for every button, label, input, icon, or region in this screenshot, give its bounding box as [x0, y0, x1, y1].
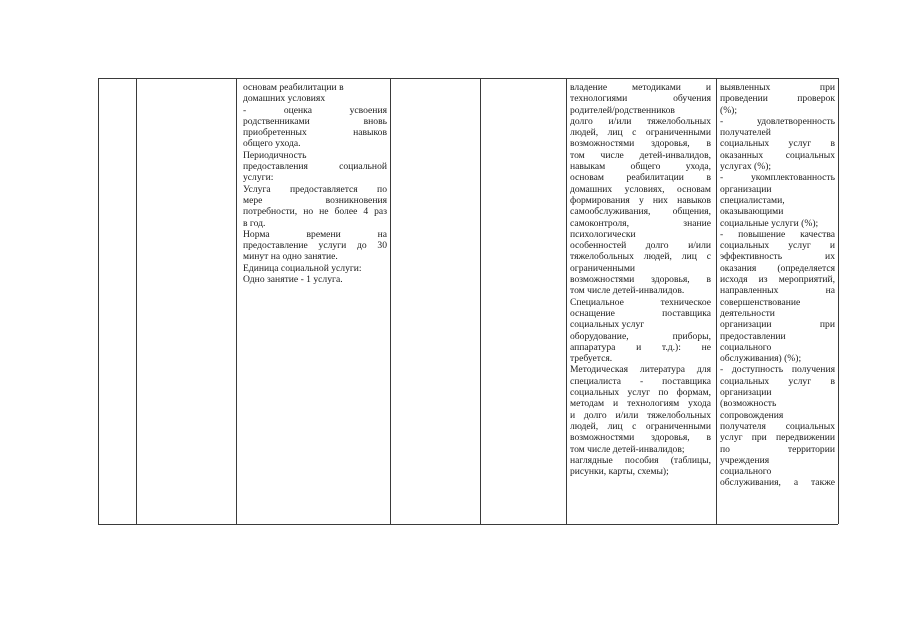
text-line: оборудование, приборы,	[570, 330, 711, 342]
text-line: потребности, но не более 4 раз	[243, 206, 387, 218]
text-line: организации при	[720, 319, 835, 331]
text-line: социальных услуг в	[720, 375, 835, 387]
text-line: Услуга предоставляется по	[243, 183, 387, 195]
text-line: организации	[720, 183, 772, 195]
text-line: в год.	[243, 217, 266, 229]
text-line: основам реабилитации в	[570, 172, 711, 184]
text-line: по территории	[720, 443, 835, 455]
text-line: Периодичность	[243, 149, 307, 161]
text-line: наглядные пособия (таблицы,	[570, 454, 711, 466]
text-line: формирования у них навыков	[570, 194, 711, 206]
text-line: оказывающими	[720, 206, 784, 218]
column-divider	[566, 78, 567, 524]
text-line: владение методиками и	[570, 82, 711, 93]
text-line: возможностями здоровья, в	[570, 432, 711, 444]
text-line: оснащение поставщика	[570, 307, 711, 319]
text-line: направленных на	[720, 285, 835, 297]
text-line: - укомплектованность	[720, 172, 835, 184]
column-divider	[236, 78, 237, 524]
text-line: Одно занятие - 1 услуга.	[243, 274, 343, 286]
text-line: оказанных социальных	[720, 149, 835, 161]
text-line: социального	[720, 466, 772, 478]
text-line: проведении проверок	[720, 93, 835, 105]
text-line: возможностями здоровья, в	[570, 138, 711, 150]
text-line: мере возникновения	[243, 194, 387, 206]
table-bottom-border	[98, 524, 838, 525]
text-line: предоставления социальной	[243, 161, 387, 173]
text-line: домашних условиях	[243, 93, 326, 105]
text-line: социальные услуги (%);	[720, 217, 819, 229]
text-line: социальных услуг по формам,	[570, 387, 711, 399]
text-line: получателей	[720, 127, 771, 139]
text-line: минут на одно занятие.	[243, 251, 338, 263]
text-line: обслуживания, а также	[720, 477, 835, 489]
text-line: деятельности	[720, 307, 775, 319]
text-line: аппаратура и т.д.): не	[570, 341, 711, 353]
text-line: тяжелобольных людей, лиц с	[570, 251, 711, 263]
text-line: услуг при передвижении	[720, 432, 835, 444]
text-line: домашних условиях, основам	[570, 183, 711, 195]
text-line: совершенствование	[720, 296, 801, 308]
text-line: особенностей долго и/или	[570, 240, 711, 252]
service-description-cell	[243, 82, 387, 285]
text-line: получателя социальных	[720, 420, 835, 432]
text-line: эффективность их	[720, 251, 835, 263]
text-line: специалиста - поставщика	[570, 375, 711, 387]
text-line: социальных услуг и	[720, 240, 835, 252]
text-line: и долго и/или тяжелобольных	[570, 409, 711, 421]
column-divider	[838, 78, 839, 524]
text-line: услуги:	[243, 172, 274, 184]
text-line: основам реабилитации в	[243, 82, 344, 93]
text-line: психологически	[570, 228, 636, 240]
text-line: приобретенных навыков	[243, 127, 387, 139]
text-line: Специальное техническое	[570, 296, 711, 308]
column-divider	[716, 78, 717, 524]
text-line: Методическая литература для	[570, 364, 711, 376]
text-line: самоконтроля, знание	[570, 217, 711, 229]
text-line: том числе детей-инвалидов;	[570, 443, 685, 455]
service-conditions-cell	[570, 82, 711, 477]
text-line: учреждения	[720, 454, 770, 466]
text-line: специалистами,	[720, 194, 785, 206]
text-line: самообслуживания, общения,	[570, 206, 711, 218]
text-line: технологиями обучения	[570, 93, 711, 105]
column-divider	[480, 78, 481, 524]
column-divider	[390, 78, 391, 524]
text-line: сопровождения	[720, 409, 784, 421]
text-line: - удовлетворенность	[720, 115, 835, 127]
text-line: услугах (%);	[720, 161, 772, 173]
text-line: том числе детей-инвалидов,	[570, 149, 711, 161]
text-line: социальных услуг	[570, 319, 645, 331]
text-line: родственниками вновь	[243, 115, 387, 127]
text-line: рисунки, карты, схемы);	[570, 466, 669, 478]
text-line: предоставление услуги до 30	[243, 240, 387, 252]
text-line: методам и технологиям ухода	[570, 398, 711, 410]
text-line: требуется.	[570, 353, 613, 365]
text-line: - повышение качества	[720, 228, 835, 240]
text-line: (%);	[720, 104, 738, 116]
text-line: - доступность получения	[720, 364, 835, 376]
text-line: родителей/родственников	[570, 104, 675, 116]
text-line: навыкам общего ухода,	[570, 161, 711, 173]
text-line: Единица социальной услуги:	[243, 262, 362, 274]
quality-indicators-cell	[720, 82, 835, 489]
text-line: предоставлении	[720, 330, 786, 342]
text-line: общего ухода.	[243, 138, 301, 150]
column-divider	[136, 78, 137, 524]
text-line: ограниченными	[570, 262, 636, 274]
text-line: выявленных при	[720, 82, 835, 93]
text-line: оказания (определяется	[720, 262, 835, 274]
text-line: Норма времени на	[243, 228, 387, 240]
text-line: обслуживания) (%);	[720, 353, 802, 365]
column-divider	[98, 78, 99, 524]
text-line: возможностями здоровья, в	[570, 274, 711, 286]
text-line: исходя из мероприятий,	[720, 274, 835, 286]
text-line: социальных услуг в	[720, 138, 835, 150]
text-line: - оценка усвоения	[243, 104, 387, 116]
table-top-border	[98, 78, 838, 79]
text-line: людей, лиц с ограниченными	[570, 127, 711, 139]
text-line: долго и/или тяжелобольных	[570, 115, 711, 127]
text-line: социального	[720, 341, 772, 353]
text-line: организации	[720, 387, 772, 399]
text-line: (возможность	[720, 398, 777, 410]
text-line: людей, лиц с ограниченными	[570, 420, 711, 432]
text-line: том числе детей-инвалидов.	[570, 285, 685, 297]
